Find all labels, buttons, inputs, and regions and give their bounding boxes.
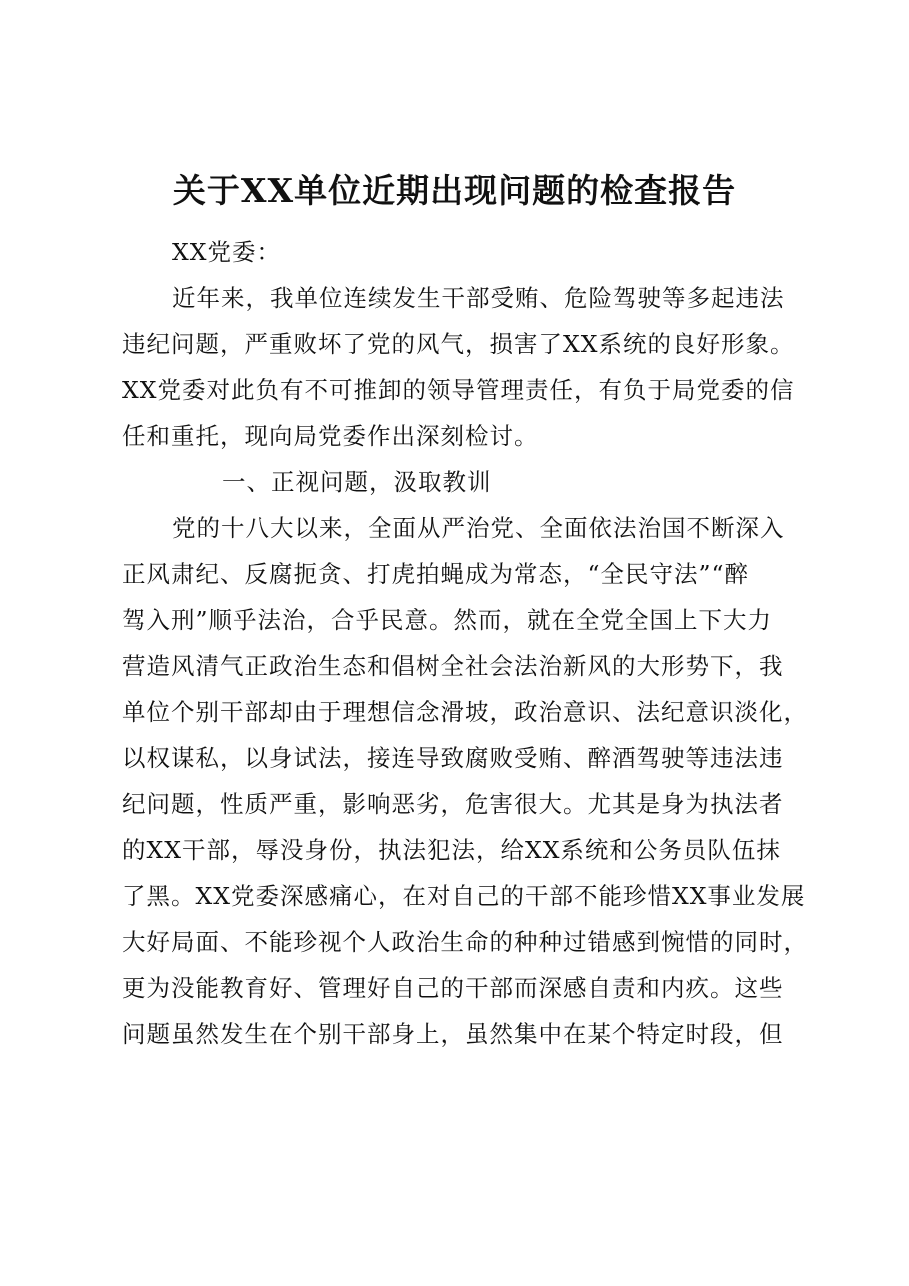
paragraph-line: 单位个别干部却由于理想信念滑坡，政治意识、法纪意识淡化， [122,698,808,726]
paragraph-line: 以权谋私，以身试法，接连导致腐败受贿、醉酒驾驶等违法违 [122,744,784,772]
paragraph-line: 的XX干部，辱没身份，执法犯法，给XX系统和公务员队伍抹 [122,836,781,864]
paragraph-line: 大好局面、不能珍视个人政治生命的种种过错感到惋惜的同时， [122,928,808,956]
document-title: 关于XX单位近期出现问题的检查报告 [172,171,737,210]
paragraph-line: 问题虽然发生在个别干部身上，虽然集中在某个特定时段，但 [122,1020,784,1048]
paragraph-line: 正风肃纪、反腐扼贪、打虎拍蝇成为常态，“全民守法”“醉 [122,560,750,588]
paragraph-line: 了黑。XX党委深感痛心，在对自己的干部不能珍惜XX事业发展 [122,882,806,910]
paragraph-line: 纪问题，性质严重，影响恶劣，危害很大。尤其是身为执法者 [122,790,784,818]
paragraph-line: 任和重托，现向局党委作出深刻检讨。 [122,422,539,450]
paragraph-line: 党的十八大以来，全面从严治党、全面依法治国不断深入 [172,514,785,542]
section-heading: 一、正视问题，汲取教训 [222,468,492,496]
paragraph-line: 违纪问题，严重败坏了党的风气，损害了XX系统的良好形象。 [122,330,795,358]
paragraph-line: XX党委对此负有不可推卸的领导管理责任，有负于局党委的信 [122,376,795,404]
document-body [122,229,812,1057]
salutation: XX党委： [172,238,281,266]
paragraph-line: 更为没能教育好、管理好自己的干部而深感自责和内疚。这些 [122,974,784,1002]
paragraph-line: 近年来，我单位连续发生干部受贿、危险驾驶等多起违法 [172,284,785,312]
paragraph-line: 营造风清气正政治生态和倡树全社会法治新风的大形势下，我 [122,652,784,680]
paragraph-line: 驾入刑”顺乎法治，合乎民意。然而，就在全党全国上下大力 [122,606,773,634]
